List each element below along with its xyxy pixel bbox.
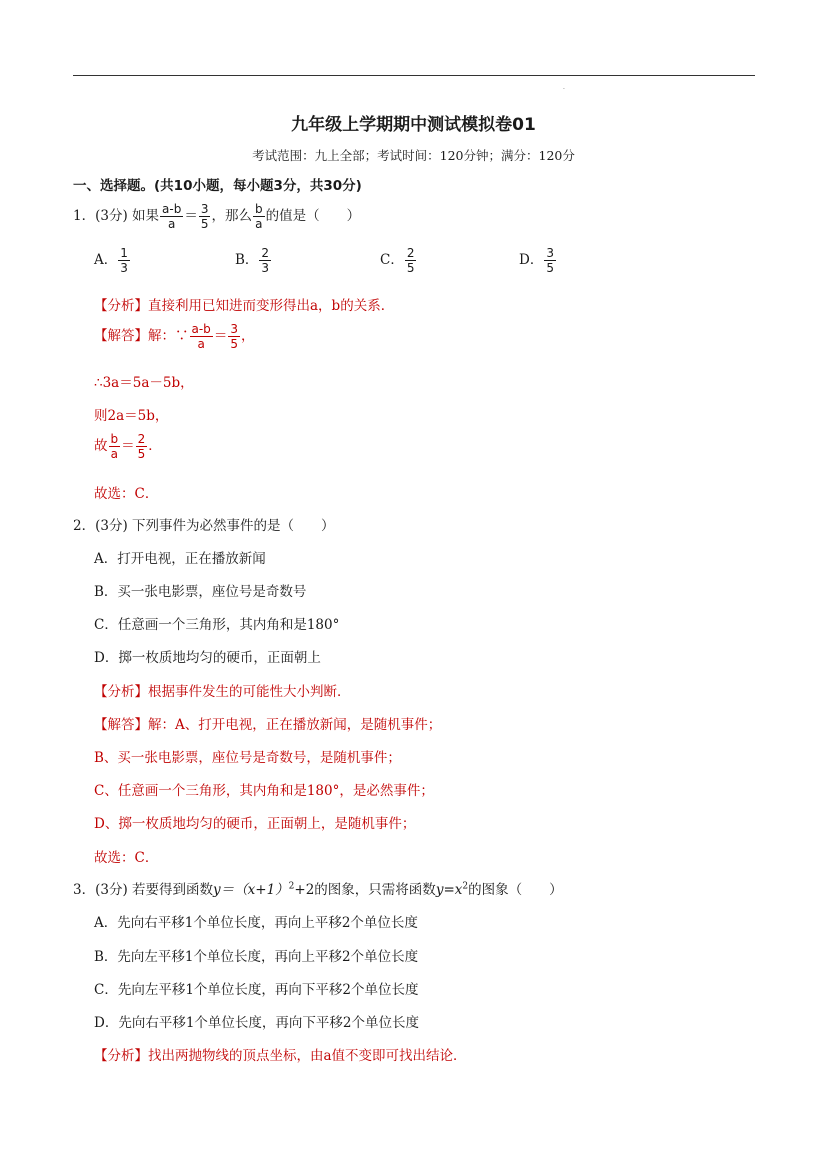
q3-option-a: A．先向右平移1个单位长度，再向上平移2个单位长度 <box>94 915 418 931</box>
q1-frac-3: $\frac{b}{a}$ <box>254 202 263 231</box>
q3-option-b: B．先向左平移1个单位长度，再向上平移2个单位长度 <box>94 949 419 965</box>
q1-step-3: 故 $\frac{b}{a}$ ＝ $\frac{2}{5}$ ． <box>94 432 162 461</box>
q2-analysis: 【分析】根据事件发生的可能性大小判断． <box>94 684 351 700</box>
q2-stem: 2．(3分) 下列事件为必然事件的是（ ） <box>73 518 335 534</box>
q1-stem <box>73 202 360 231</box>
q1-analysis: 【分析】直接利用已知进而变形得出a，b的关系． <box>94 298 395 314</box>
q1-number: 1．(3分) 如果 <box>73 208 160 224</box>
q1-eq: ＝ <box>184 208 198 224</box>
q2-answer-line: D、掷一枚质地均匀的硬币，正面朝上，是随机事件； <box>94 816 416 832</box>
q2-choose: 故选：C． <box>94 850 159 866</box>
q2-answer-line: 【解答】解：A、打开电视，正在播放新闻，是随机事件； <box>94 717 442 733</box>
q3-stem: 3．(3分) 若要得到函数$y=(x+1)^2+2$的图象，只需将函数$y=x^2$的图象（ ） <box>73 881 563 898</box>
q1-option-a: A． $\frac{1}{3}$ <box>94 246 128 275</box>
q1-tail: 的值是（ ） <box>265 208 361 224</box>
q2-option-b: B．买一张电影票，座位号是奇数号 <box>94 584 307 600</box>
q1-choose: 故选：C． <box>94 486 159 502</box>
q3-option-d: D．先向右平移1个单位长度，再向下平移2个单位长度 <box>94 1015 420 1031</box>
q2-option-a: A．打开电视，正在播放新闻 <box>94 551 266 567</box>
q2-option-d: D．掷一枚质地均匀的硬币，正面朝上 <box>94 650 321 666</box>
q1-option-b: B． $\frac{2}{3}$ <box>235 246 270 275</box>
header-dot: · <box>563 86 565 93</box>
q2-option-c: C．任意画一个三角形，其内角和是180° <box>94 617 340 633</box>
exam-info: 考试范围：九上全部；考试时间：120分钟；满分：120分 <box>252 148 575 163</box>
header-rule <box>73 75 755 76</box>
q1-step-2: 则2a＝5b， <box>94 408 169 424</box>
q1-frac-2: $\frac{3}{5}$ <box>200 202 209 231</box>
q3-option-c: C．先向左平移1个单位长度，再向下平移2个单位长度 <box>94 982 419 998</box>
q1-frac-1: $\frac{a-b}{a}$ <box>162 202 182 231</box>
q1-option-c: C． $\frac{2}{5}$ <box>380 246 415 275</box>
q1-mid: ，那么 <box>211 208 252 224</box>
q1-step-1: ∴3a＝5a－5b， <box>94 375 194 391</box>
q2-answer-line: B、买一张电影票，座位号是奇数号，是随机事件； <box>94 750 401 766</box>
q1-option-d: D． $\frac{3}{5}$ <box>519 246 554 275</box>
q3-analysis: 【分析】找出两抛物线的顶点坐标，由a值不变即可找出结论． <box>94 1048 467 1064</box>
section-heading: 一、选择题。(共10小题，每小题3分，共30分) <box>73 178 362 194</box>
page-title: 九年级上学期期中测试模拟卷01 <box>291 115 536 135</box>
q2-answer-line: C、任意画一个三角形，其内角和是180°，是必然事件； <box>94 783 434 799</box>
q1-answer-head: 【解答】解：∵ $\frac{a-b}{a}$ ＝ $\frac{3}{5}$ ， <box>94 322 255 351</box>
